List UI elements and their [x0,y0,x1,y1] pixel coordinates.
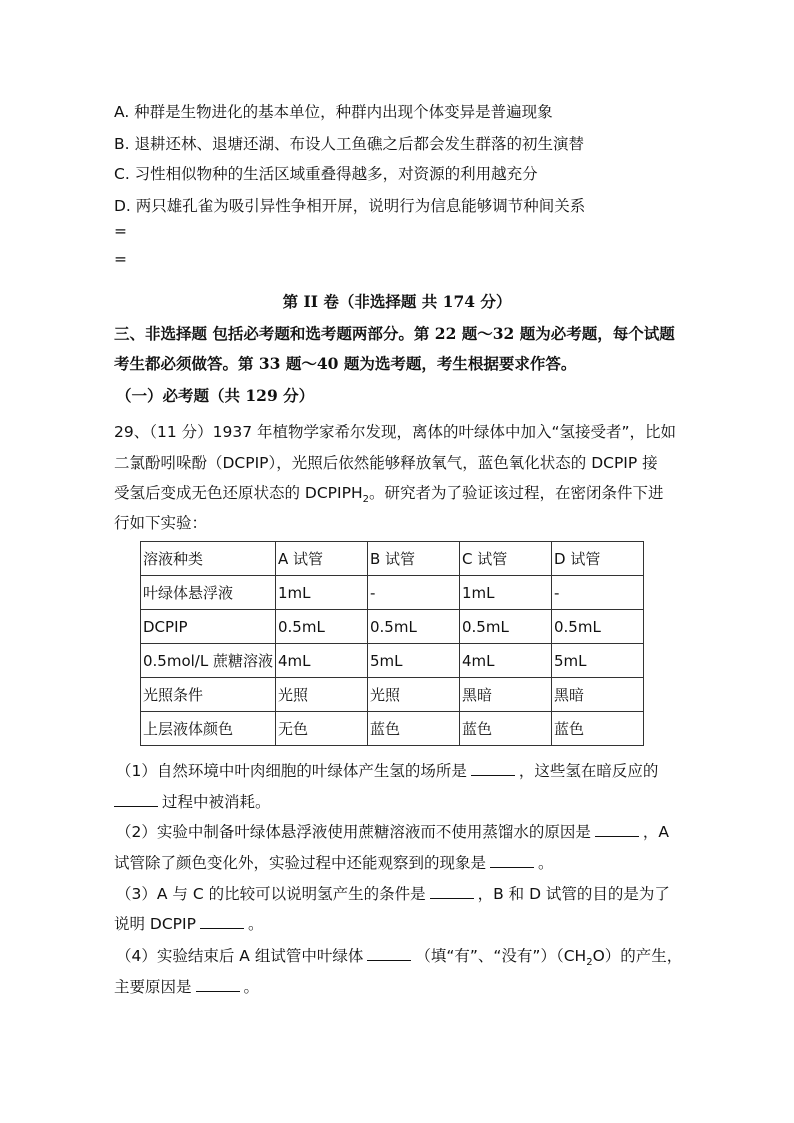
option-b: B. 退耕还林、退塘还湖、布设人工鱼礁之后都会发生群落的初生演替 [114,135,584,153]
table-row [141,576,644,610]
option-a: A. 种群是生物进化的基本单位，种群内出现个体变异是普遍现象 [114,103,553,121]
sub-question-text: 试管除了颜色变化外，实验过程中还能观察到的现象是 [114,854,487,872]
table-row [141,610,644,644]
sub-question-text: （1）自然环境中叶肉细胞的叶绿体产生氢的场所是 [116,762,467,780]
sub-question-text: 说明 DCPIP [114,915,196,933]
subscript: 2 [586,957,593,969]
sub-question-2 [116,822,686,842]
table-cell: 0.5mL [368,610,460,644]
table-cell: 0.5mL [460,610,552,644]
question-stem-line: 29、（11 分）1937 年植物学家希尔发现，离体的叶绿体中加入“氢接受者”，比如 [114,423,677,441]
sub-question-text: ，B 和 D 试管的目的是为了 [477,885,670,903]
experiment-table [140,541,644,746]
table-cell: B 试管 [368,542,460,576]
table-cell: 0.5mL [276,610,368,644]
table-cell: 蓝色 [552,712,644,746]
table-cell: 4mL [276,644,368,678]
table-cell: DCPIP [141,610,276,644]
answer-blank[interactable] [200,914,244,929]
sub-question-text: ，A [642,823,669,841]
option-d: D. 两只雄孔雀为吸引异性争相开屏，说明行为信息能够调节种间关系 [114,197,586,215]
table-cell: D 试管 [552,542,644,576]
table-cell: 1mL [276,576,368,610]
table-cell: 蓝色 [460,712,552,746]
table-cell: 光照 [368,678,460,712]
stem-text: 受氢后变成无色还原状态的 DCPIPH [114,484,363,502]
answer-blank[interactable] [196,977,240,992]
table-cell: 光照 [276,678,368,712]
table-cell: 0.5mL [552,610,644,644]
table-cell: 无色 [276,712,368,746]
answer-blank[interactable] [114,792,158,807]
sub-question-text: 。 [243,978,260,996]
table-cell: 蓝色 [368,712,460,746]
sub-question-text: ，这些氢在暗反应的 [518,762,659,780]
table-cell: 叶绿体悬浮液 [141,576,276,610]
table-cell: - [368,576,460,610]
subscript: 2 [362,494,369,506]
table-cell: 黑暗 [460,678,552,712]
separator-mark: = [114,222,127,240]
option-c: C. 习性相似物种的生活区域重叠得越多，对资源的利用越充分 [114,165,538,183]
question-stem-line [114,483,684,510]
sub-question-text: （填“有”、“没有”）（CH [415,947,587,965]
table-cell: 0.5mol/L 蔗糖溶液 [141,644,276,678]
sub-question-1 [116,761,686,781]
table-cell: 1mL [460,576,552,610]
sub-question-text: 主要原因是 [114,978,192,996]
sub-question-3-cont [114,914,684,934]
sub-question-text: 。 [538,854,554,872]
sub-question-4-cont [114,977,684,997]
section-intro-line: 考生都必须做答。第 33 题～40 题为选考题，考生根据要求作答。 [114,354,577,373]
sub-question-text: （2）实验中制备叶绿体悬浮液使用蔗糖溶液而不使用蒸馏水的原因是 [116,823,591,841]
section-title: 第 II 卷（非选择题 共 174 分） [282,292,512,311]
sub-question-text: （4）实验结束后 A 组试管中叶绿体 [116,947,364,965]
table-cell: 5mL [368,644,460,678]
sub-question-4 [116,946,686,973]
table-cell: A 试管 [276,542,368,576]
table-cell: 黑暗 [552,678,644,712]
table-cell: 光照条件 [141,678,276,712]
table-cell: 溶液种类 [141,542,276,576]
sub-question-3 [116,884,686,904]
table-cell: 5mL [552,644,644,678]
table-row [141,542,644,576]
sub-question-text: 过程中被消耗。 [162,793,271,811]
table-row [141,712,644,746]
answer-blank[interactable] [490,853,534,868]
stem-text: 。研究者为了验证该过程，在密闭条件下进 [368,484,664,502]
answer-blank[interactable] [471,761,515,776]
sub-question-text: 。 [247,915,264,933]
sub-question-2-cont [114,853,684,873]
question-stem-line: 行如下实验： [114,514,208,532]
sub-question-1-cont [114,792,684,812]
table-cell: C 试管 [460,542,552,576]
answer-blank[interactable] [595,822,639,837]
table-row [141,644,644,678]
table-row [141,678,644,712]
table-cell: 上层液体颜色 [141,712,276,746]
sub-question-text: （3）A 与 C 的比较可以说明氢产生的条件是 [116,885,426,903]
separator-mark: = [114,250,127,268]
subsection-title: （一）必考题（共 129 分） [116,386,315,405]
table-cell: 4mL [460,644,552,678]
question-stem-line: 二氯酚吲哚酚（DCPIP），光照后依然能够释放氧气，蓝色氧化状态的 DCPIP 接 [114,454,658,472]
section-intro-line: 三、非选择题 包括必考题和选考题两部分。第 22 题～32 题为必考题，每个试题 [114,324,675,343]
answer-blank[interactable] [367,946,411,961]
sub-question-text: O）的产生， [592,947,683,965]
table-cell: - [552,576,644,610]
answer-blank[interactable] [430,884,474,899]
